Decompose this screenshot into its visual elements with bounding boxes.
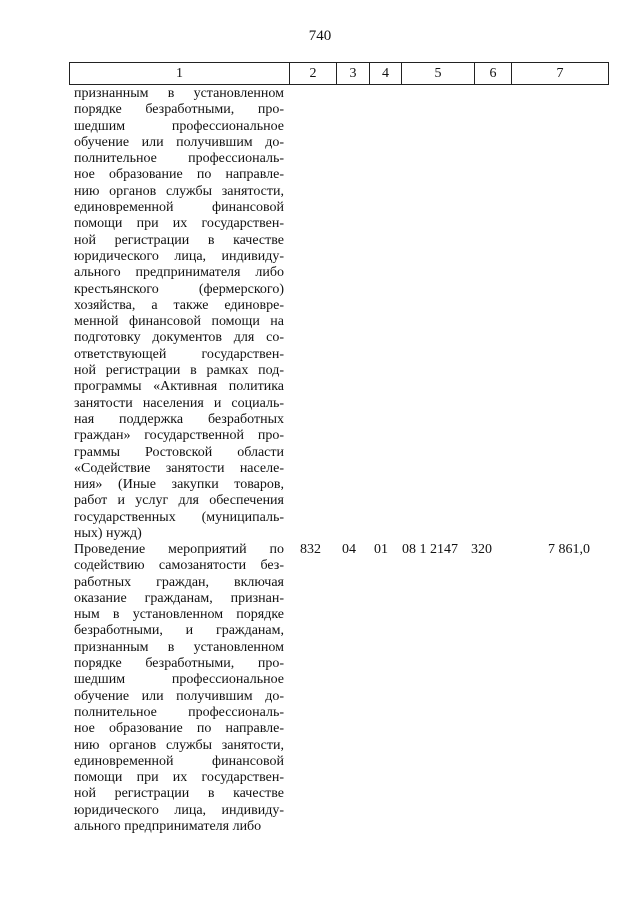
description-line: ных) нужд) <box>74 526 142 542</box>
description-line: ния» (Иные закупки товаров, <box>74 477 284 493</box>
description-line: граждан» государственной про- <box>74 428 284 444</box>
description-line: признанным в установленном <box>74 86 284 101</box>
description-line: обучение или получившим до- <box>74 134 284 150</box>
description-line: ной регистрации в качестве <box>74 786 284 802</box>
description-line: обучение или получившим до- <box>74 688 284 704</box>
description-line: шедшим профессиональное <box>74 118 284 134</box>
description-line: единовременной финансовой <box>74 753 284 769</box>
description-line: порядке безработными, про- <box>74 656 284 672</box>
description-line: работ и услуг для обеспечения <box>74 493 284 509</box>
description-line: помощи при их государствен- <box>74 216 284 232</box>
description-line: признанным в установленном <box>74 639 284 655</box>
description-line: программы «Активная политика <box>74 379 284 395</box>
description-line: единовременной финансовой <box>74 200 284 216</box>
row2-description <box>74 542 284 835</box>
col-header-7: 7 <box>512 63 609 85</box>
description-line: ным в установленном порядке <box>74 607 284 623</box>
description-line: подготовку документов для со- <box>74 330 284 346</box>
row2-chapter-code: 832 <box>300 542 321 557</box>
description-line: Проведение мероприятий по <box>74 542 284 557</box>
table-header <box>69 62 609 85</box>
description-line: ответствующей государствен- <box>74 346 284 362</box>
description-line: работных граждан, включая <box>74 574 284 590</box>
description-line: порядке безработными, про- <box>74 102 284 118</box>
description-line: хозяйства, а также единовре- <box>74 297 284 313</box>
row2-section-code: 04 <box>342 542 356 557</box>
description-line: юридического лица, индивиду- <box>74 802 284 818</box>
row1-description <box>74 86 284 542</box>
description-line: граммы Ростовской области <box>74 444 284 460</box>
description-line: ального предпринимателя либо <box>74 819 262 835</box>
row2-subsection-code: 01 <box>374 542 388 557</box>
col-header-5: 5 <box>402 63 475 85</box>
page-number: 740 <box>308 28 332 44</box>
description-line: «Содействие занятости населе- <box>74 460 284 476</box>
description-line: ной регистрации в качестве <box>74 232 284 248</box>
col-header-1: 1 <box>70 63 290 85</box>
description-line: ное образование по направле- <box>74 167 284 183</box>
description-line: полнительное профессиональ- <box>74 704 284 720</box>
col-header-2: 2 <box>290 63 337 85</box>
description-line: безработными, и гражданам, <box>74 623 284 639</box>
description-line: ное образование по направле- <box>74 721 284 737</box>
description-line: ального предпринимателя либо <box>74 265 284 281</box>
header-row <box>70 63 609 85</box>
description-line: юридического лица, индивиду- <box>74 248 284 264</box>
description-line: занятости населения и социаль- <box>74 395 284 411</box>
description-line: крестьянского (фермерского) <box>74 281 284 297</box>
row2-amount: 7 861,0 <box>548 542 590 557</box>
col-header-6: 6 <box>475 63 512 85</box>
description-line: полнительное профессиональ- <box>74 151 284 167</box>
description-line: нию органов службы занятости, <box>74 183 284 199</box>
description-line: государственных (муниципаль- <box>74 509 284 525</box>
description-line: ной регистрации в рамках под- <box>74 363 284 379</box>
description-line: шедшим профессиональное <box>74 672 284 688</box>
description-line: ная поддержка безработных <box>74 411 284 427</box>
description-line: оказание гражданам, признан- <box>74 590 284 606</box>
row2-expense-type: 320 <box>471 542 492 557</box>
description-line: нию органов службы занятости, <box>74 737 284 753</box>
description-line: помощи при их государствен- <box>74 770 284 786</box>
col-header-3: 3 <box>337 63 370 85</box>
description-line: содействию самозанятости без- <box>74 558 284 574</box>
description-line: менной финансовой помощи на <box>74 314 284 330</box>
row2-target-article: 08 1 2147 <box>402 542 458 557</box>
col-header-4: 4 <box>370 63 402 85</box>
